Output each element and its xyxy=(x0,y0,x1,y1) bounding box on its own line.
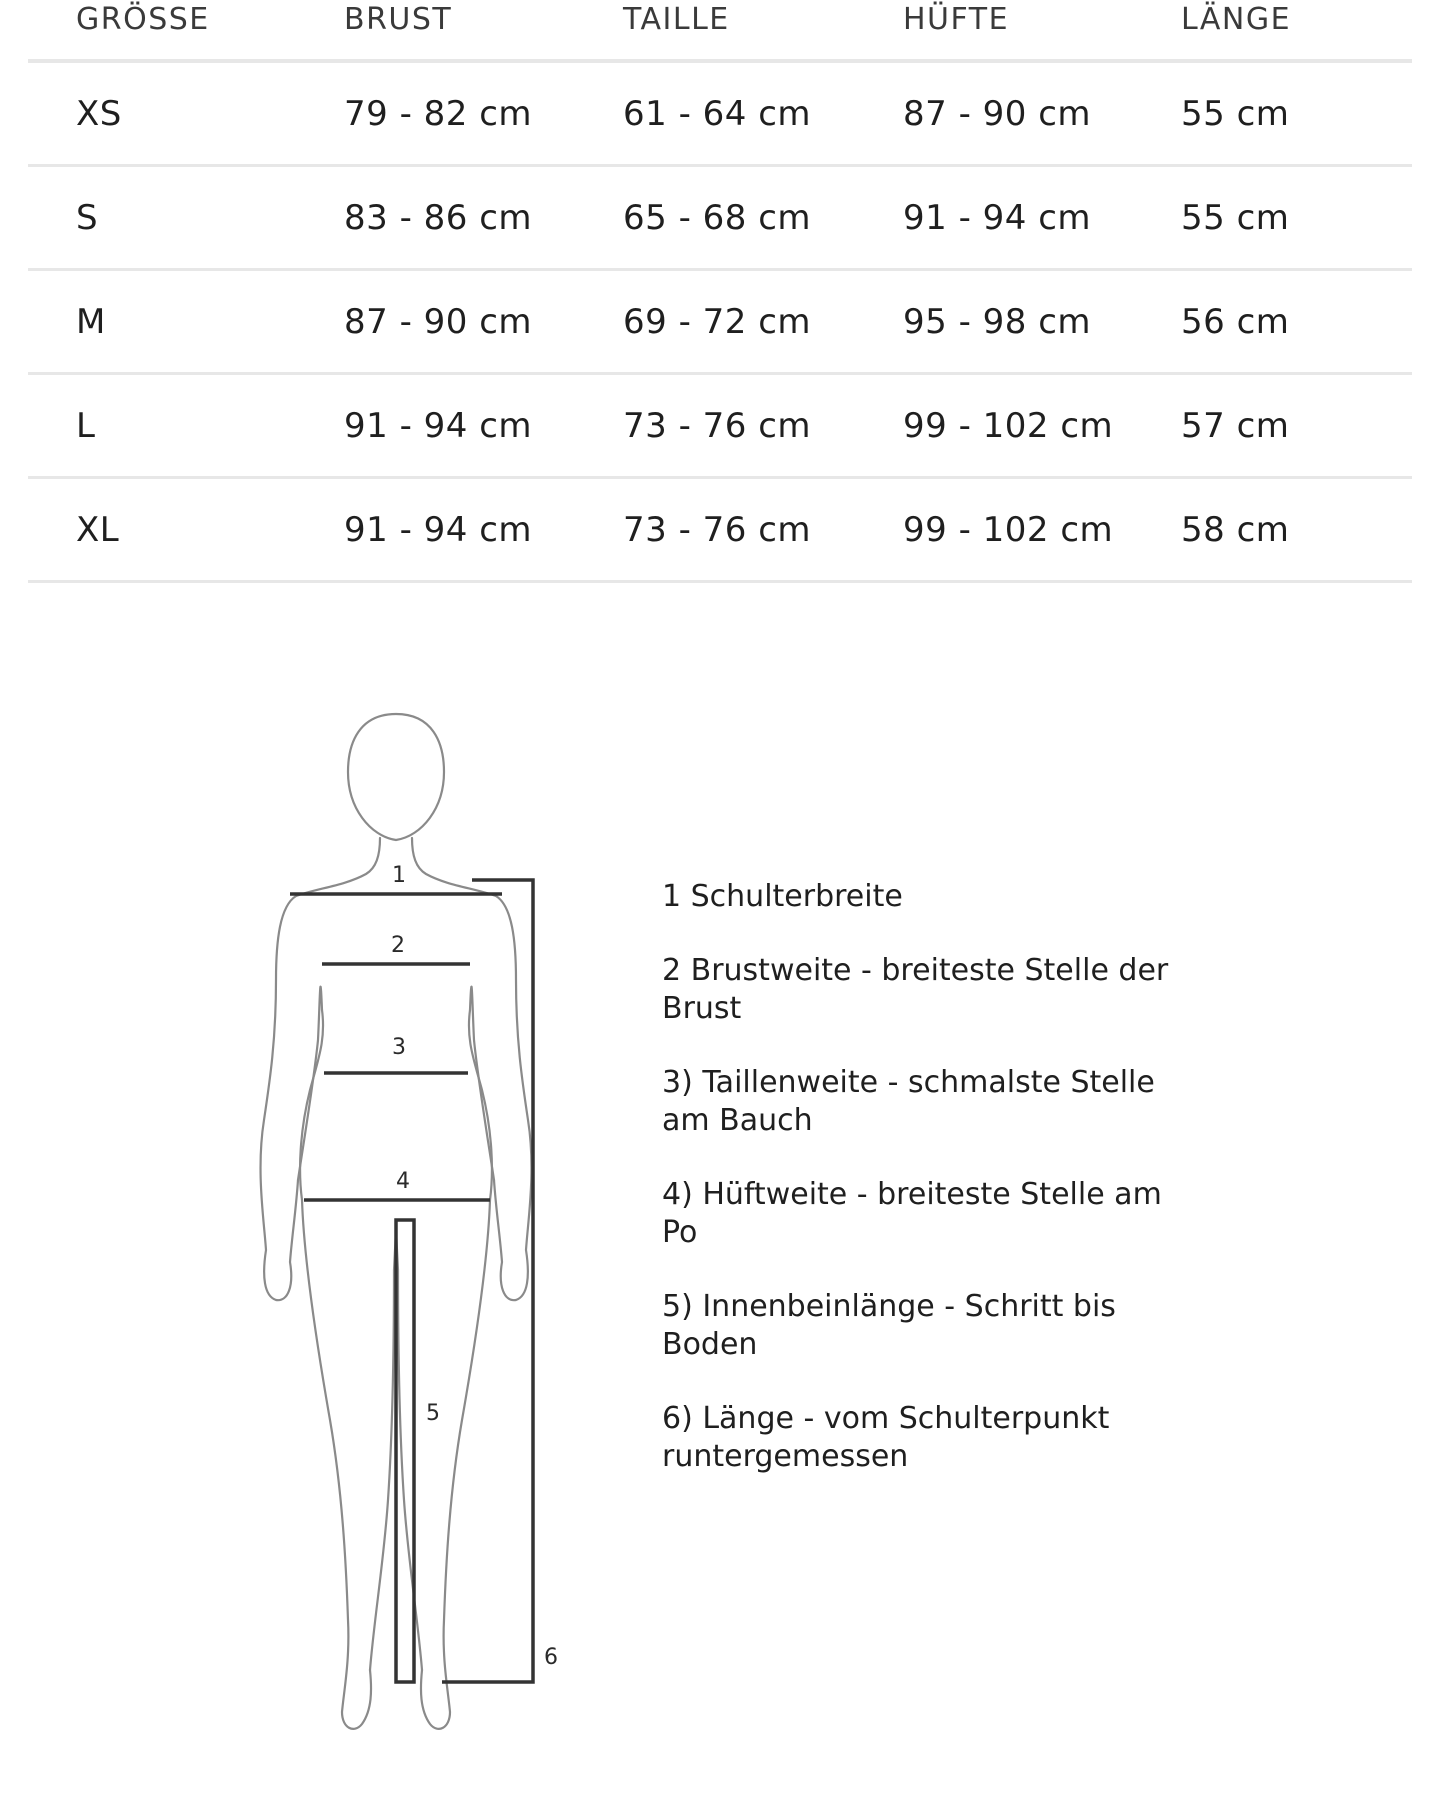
hip-cell: 95 - 98 cm xyxy=(903,301,1092,342)
bust-cell: 83 - 86 cm xyxy=(344,197,533,238)
legend-item-length: 6) Länge - vom Schulterpunkt runtergemessen xyxy=(662,1401,1110,1474)
bust-cell: 79 - 82 cm xyxy=(344,93,533,134)
legend-item-hip: 4) Hüftweite - breiteste Stelle am Po xyxy=(662,1177,1162,1250)
table-header-row xyxy=(28,0,1412,63)
header-waist: TAILLE xyxy=(623,1,730,37)
neck-left-outline xyxy=(296,838,380,896)
size-cell: XS xyxy=(76,93,122,134)
marker-number-5: 5 xyxy=(426,1401,440,1426)
waist-cell: 73 - 76 cm xyxy=(623,405,812,446)
right-torso-outline xyxy=(469,1010,492,1200)
measurement-lines xyxy=(290,880,533,1682)
legend-item-bust: 2 Brustweite - breiteste Stelle der Brust xyxy=(662,953,1169,1026)
hip-cell: 87 - 90 cm xyxy=(903,93,1092,134)
waist-cell: 65 - 68 cm xyxy=(623,197,812,238)
neck-right-outline xyxy=(412,838,496,896)
size-cell: S xyxy=(76,197,99,238)
hip-cell: 99 - 102 cm xyxy=(903,405,1114,446)
length-marker xyxy=(442,880,533,1682)
waist-cell: 61 - 64 cm xyxy=(623,93,812,134)
legend-item-shoulder: 1 Schulterbreite xyxy=(662,879,903,914)
header-hip: HÜFTE xyxy=(903,1,1010,37)
head-outline xyxy=(348,714,444,840)
right-leg-inner-outline xyxy=(396,1230,422,1670)
table-row xyxy=(28,375,1412,479)
length-cell: 55 cm xyxy=(1181,93,1290,134)
size-cell: L xyxy=(76,405,96,446)
measurement-legend xyxy=(662,878,1182,1512)
waist-cell: 69 - 72 cm xyxy=(623,301,812,342)
length-cell: 57 cm xyxy=(1181,405,1290,446)
right-arm-outer-outline xyxy=(494,896,531,1300)
hip-cell: 91 - 94 cm xyxy=(903,197,1092,238)
size-cell: M xyxy=(76,301,106,342)
table-row xyxy=(28,63,1412,167)
marker-number-2: 2 xyxy=(391,933,405,958)
marker-number-1: 1 xyxy=(392,863,406,888)
waist-cell: 73 - 76 cm xyxy=(623,509,812,550)
left-arm-outer-outline xyxy=(261,896,298,1300)
length-cell: 58 cm xyxy=(1181,509,1290,550)
header-size: GRÖSSE xyxy=(76,1,210,37)
right-leg-outer-outline xyxy=(421,1200,490,1729)
header-bust: BRUST xyxy=(344,1,453,37)
hip-cell: 99 - 102 cm xyxy=(903,509,1114,550)
size-cell: XL xyxy=(76,509,120,550)
size-table xyxy=(28,0,1412,583)
length-cell: 56 cm xyxy=(1181,301,1290,342)
table-row xyxy=(28,271,1412,375)
table-row xyxy=(28,479,1412,583)
length-cell: 55 cm xyxy=(1181,197,1290,238)
legend-item-waist: 3) Taillenweite - schmalste Stelle am Bauch xyxy=(662,1065,1155,1138)
marker-number-3: 3 xyxy=(392,1035,406,1060)
left-leg-outer-outline xyxy=(302,1200,371,1729)
bust-cell: 91 - 94 cm xyxy=(344,509,533,550)
header-length: LÄNGE xyxy=(1181,1,1292,37)
marker-number-4: 4 xyxy=(396,1169,410,1194)
left-leg-inner-outline xyxy=(370,1230,396,1670)
legend-item-inseam: 5) Innenbeinlänge - Schritt bis Boden xyxy=(662,1289,1116,1362)
bust-cell: 87 - 90 cm xyxy=(344,301,533,342)
table-row xyxy=(28,167,1412,271)
marker-number-6: 6 xyxy=(544,1645,558,1670)
left-torso-outline xyxy=(300,1010,323,1200)
bust-cell: 91 - 94 cm xyxy=(344,405,533,446)
